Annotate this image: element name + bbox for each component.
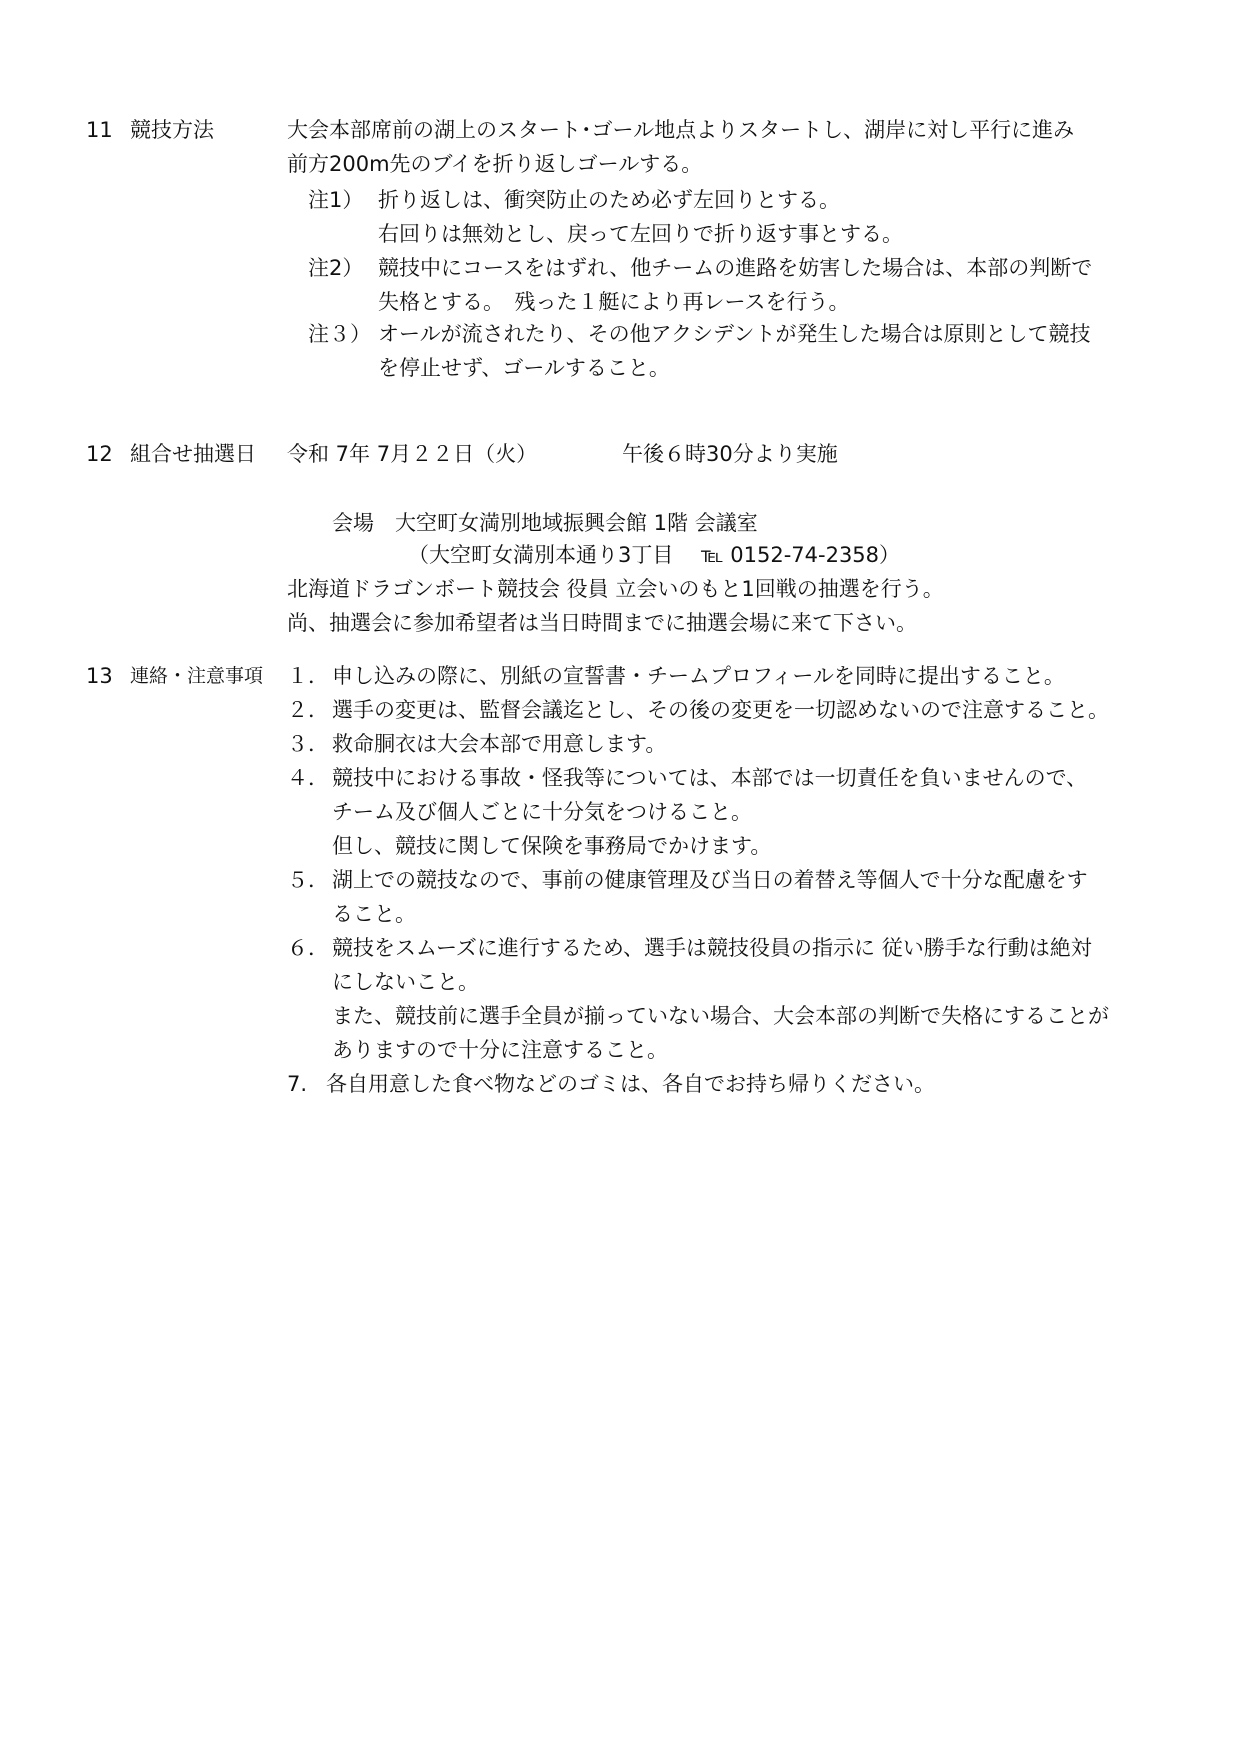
note-text: オールが流されたり、その他アクシデントが発生した場合は原則として競技 (378, 322, 1091, 346)
item-number: 7. (287, 1072, 308, 1096)
note-text: 右回りは無効とし、戻って左回りで折り返す事とする。 (378, 222, 903, 246)
body-text: 大会本部席前の湖上のスタート･ゴール地点よりスタートし、湖岸に対し平行に進み (287, 118, 1075, 142)
item-text: 救命胴衣は大会本部で用意します。 (332, 732, 667, 756)
item-text: 競技中における事故・怪我等については、本部では一切責任を負いませんので、 (332, 766, 1088, 790)
draw-date: 令和 7年 7月２２日（火） (287, 442, 538, 466)
item-text: 湖上での競技なので、事前の健康管理及び当日の着替え等個人で十分な配慮をす (332, 868, 1088, 892)
item-text: にしないこと。 (332, 970, 479, 994)
venue-line: 会場 大空町女満別地域振興会館 1階 会議室 (332, 511, 758, 535)
section-title: 組合せ抽選日 (130, 442, 256, 466)
item-number: ４． (287, 766, 329, 790)
item-number: １． (287, 664, 329, 688)
item-text: ありますので十分に注意すること。 (332, 1038, 668, 1062)
body-text: 北海道ドラゴンボート競技会 役員 立会いのもと1回戦の抽選を行う。 (287, 577, 944, 601)
draw-time: 午後６時30分より実施 (622, 442, 838, 466)
section-number: 11 (86, 118, 113, 142)
item-text: また、競技前に選手全員が揃っていない場合、大会本部の判断で失格にすることが (332, 1004, 1109, 1028)
item-text: 申し込みの際に、別紙の宣誓書・チームプロフィールを同時に提出すること。 (332, 664, 1065, 688)
note-label: 注３） (308, 322, 371, 346)
body-text: 前方200m先のブイを折り返しゴールする。 (287, 152, 703, 176)
item-text: 選手の変更は、監督会議迄とし、その後の変更を一切認めないので注意すること。 (332, 698, 1109, 722)
section-number: 13 (86, 664, 113, 688)
item-number: ３． (287, 732, 329, 756)
note-text: 失格とする。 残った１艇により再レースを行う。 (378, 290, 850, 314)
note-label: 注2） (308, 256, 364, 280)
item-number: ２． (287, 698, 329, 722)
item-text: ること。 (332, 902, 416, 926)
section-number: 12 (86, 442, 113, 466)
address-line: （大空町女満別本通り3丁目 ℡ 0152-74-2358） (408, 543, 901, 567)
body-text: 尚、抽選会に参加希望者は当日時間までに抽選会場に来て下さい。 (287, 611, 917, 635)
item-number: ６． (287, 936, 329, 960)
note-label: 注1） (308, 188, 364, 212)
note-text: 競技中にコースをはずれ、他チームの進路を妨害した場合は、本部の判断で (378, 256, 1093, 280)
note-text: 折り返しは、衝突防止のため必ず左回りとする。 (378, 188, 840, 212)
item-text: 競技をスムーズに進行するため、選手は競技役員の指示に 従い勝手な行動は絶対 (332, 936, 1092, 960)
item-text: 各自用意した食べ物などのゴミは、各自でお持ち帰りください。 (326, 1072, 935, 1096)
item-text: 但し、競技に関して保険を事務局でかけます。 (332, 834, 772, 858)
item-text: チーム及び個人ごとに十分気をつけること。 (332, 800, 752, 824)
note-text: を停止せず、ゴールすること。 (378, 356, 670, 380)
section-title: 競技方法 (130, 118, 214, 142)
section-title: 連絡・注意事項 (130, 665, 264, 687)
item-number: ５． (287, 868, 329, 892)
